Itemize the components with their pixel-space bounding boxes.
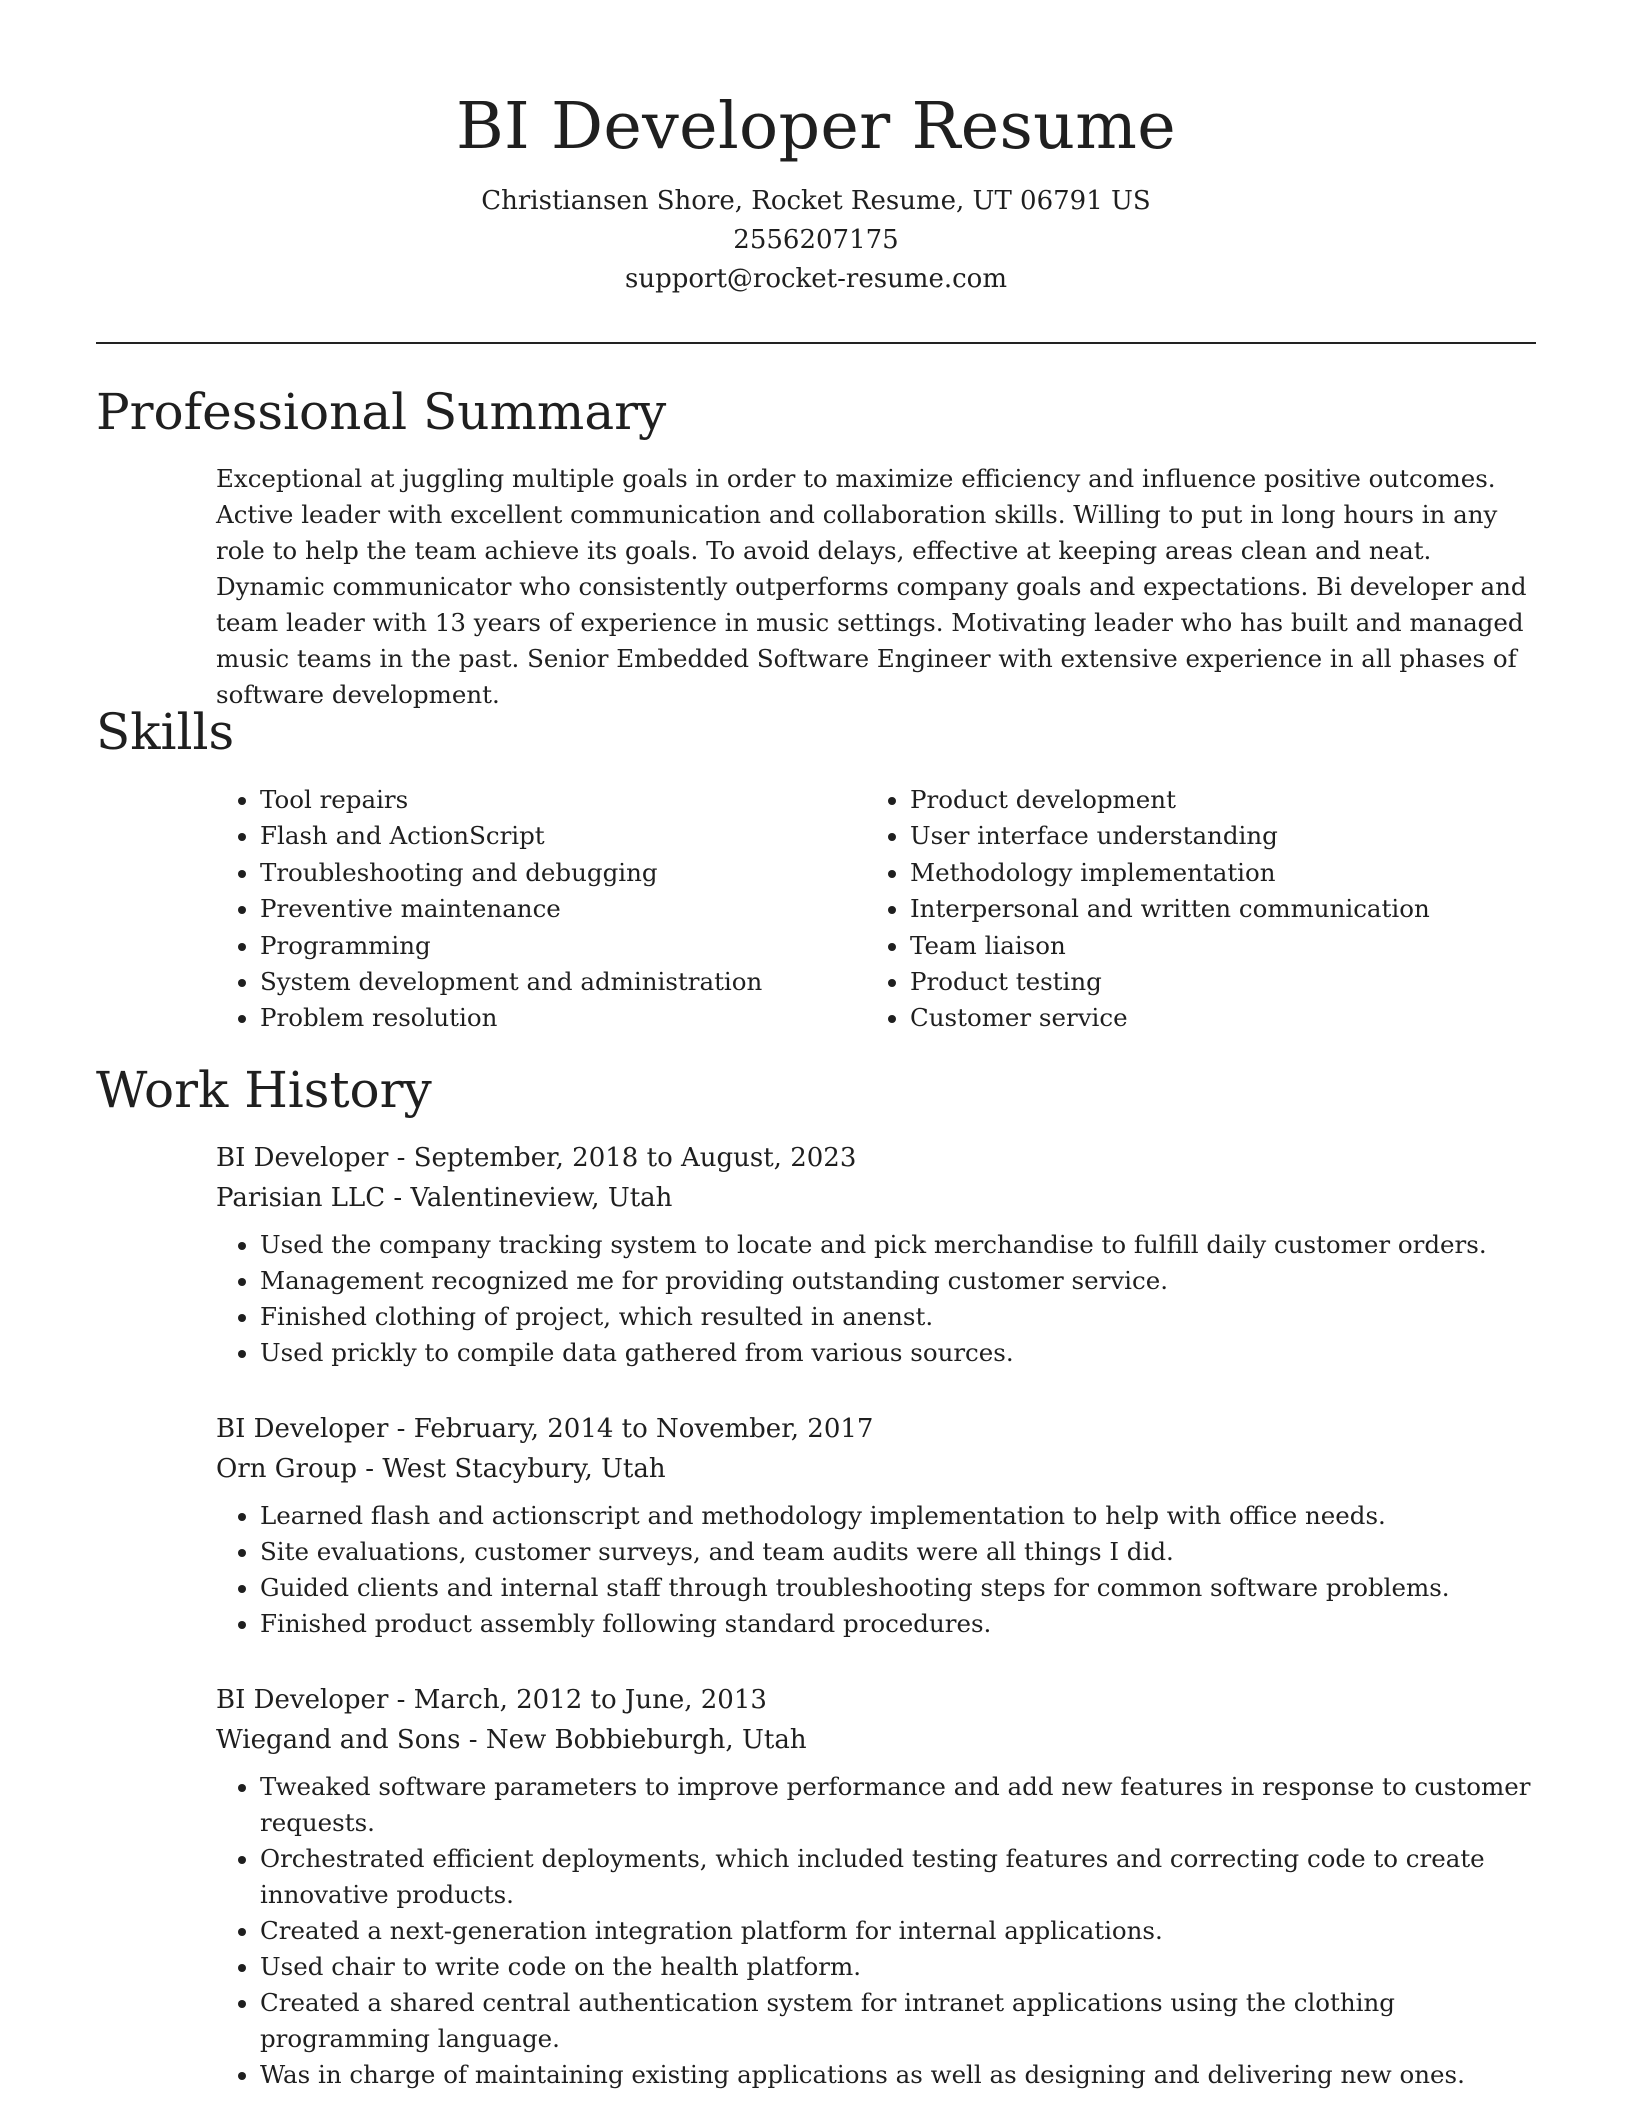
job-title-dates: BI Developer - March, 2012 to June, 2013 [216,1685,767,1715]
job-title: BI Developer [216,1143,389,1173]
job-dates: March, 2012 to June, 2013 [413,1685,767,1715]
contact-email: support@rocket-resume.com [624,264,1007,294]
skill-item: • User interface understanding [910,818,1430,854]
skill-item: • Programming [260,928,762,964]
contact-phone: 2556207175 [733,225,899,255]
page-title: BI Developer Resume [455,89,1177,164]
job-bullet: • Guided clients and internal staff through troubleshooting steps for common software problems. [260,1570,1541,1606]
job-company-location: Orn Group - West Stacybury, Utah [216,1454,666,1484]
skill-item: • Product development [910,782,1430,818]
job-bullet: • Finished clothing of project, which resulted in anenst. [260,1299,1541,1335]
job-bullet: • Used prickly to compile data gathered from various sources. [260,1335,1541,1371]
job-bullets [216,1498,1541,1642]
skills-list-left [216,782,762,1037]
skill-item: • Team liaison [910,928,1430,964]
skill-item: • Methodology implementation [910,855,1430,891]
job-bullets [216,1769,1541,2093]
job-dates: February, 2014 to November, 2017 [413,1414,874,1444]
skill-item: • System development and administration [260,964,762,1000]
work-entry [216,1680,1541,2093]
job-bullet: • Created a next-generation integration platform for internal applications. [260,1913,1541,1949]
job-dates: September, 2018 to August, 2023 [413,1143,857,1173]
job-company: Parisian LLC [216,1183,386,1213]
job-bullet: • Site evaluations, customer surveys, and team audits were all things I did. [260,1534,1541,1570]
job-company-location: Parisian LLC - Valentineview, Utah [216,1183,673,1213]
job-bullet: • Tweaked software parameters to improve performance and add new features in response to customer requests. [260,1769,1541,1841]
job-location: Valentineview, Utah [410,1183,673,1213]
job-title-dates: BI Developer - September, 2018 to August, 2023 [216,1143,857,1173]
job-title: BI Developer [216,1685,389,1715]
resume-header [0,84,1632,299]
skills-heading: Skills [96,703,235,761]
skill-item: • Problem resolution [260,1000,762,1036]
summary-text: Exceptional at juggling multiple goals in order to maximize efficiency and influence positive outcomes. Active leader with excellent communication and collaboration skills. Willing to put in long hours in any role to help the team achieve its goals. To avoid delays, effective at keeping areas clean and neat. Dynamic communicator who consistently outperforms company goals and expectations. Bi developer and team leader with 13 years of experience in music settings. Motivating leader who has built and managed music teams in the past. Senior Embedded Software Engineer with extensive experience in all phases of software development. [216,464,1527,709]
work-entry [216,1409,1541,1642]
work-entry [216,1138,1541,1371]
job-location: New Bobbieburgh, Utah [485,1725,807,1755]
skill-item: • Troubleshooting and debugging [260,855,762,891]
job-company: Wiegand and Sons [216,1725,461,1755]
header-divider [96,342,1536,344]
job-bullet: • Orchestrated efficient deployments, which included testing features and correcting code to create innovative products. [260,1841,1541,1913]
summary-heading: Professional Summary [96,383,667,441]
job-company-location: Wiegand and Sons - New Bobbieburgh, Utah [216,1725,807,1755]
job-bullet: • Management recognized me for providing outstanding customer service. [260,1263,1541,1299]
skill-item: • Flash and ActionScript [260,818,762,854]
skill-item: • Product testing [910,964,1430,1000]
job-title: BI Developer [216,1414,389,1444]
skill-item: • Interpersonal and written communication [910,891,1430,927]
job-bullet: • Finished product assembly following standard procedures. [260,1606,1541,1642]
work-history-heading: Work History [96,1061,432,1119]
skill-item: • Preventive maintenance [260,891,762,927]
skill-item: • Customer service [910,1000,1430,1036]
contact-address: Christiansen Shore, Rocket Resume, UT 06791 US [481,186,1151,216]
job-bullet: • Was in charge of maintaining existing applications as well as designing and delivering new ones. [260,2057,1541,2093]
job-bullet: • Created a shared central authentication system for intranet applications using the clothing programming language. [260,1985,1541,2057]
job-bullets [216,1227,1541,1371]
job-location: West Stacybury, Utah [382,1454,666,1484]
skill-item: • Tool repairs [260,782,762,818]
job-company: Orn Group [216,1454,357,1484]
job-title-dates: BI Developer - February, 2014 to November, 2017 [216,1414,874,1444]
job-bullet: • Used the company tracking system to locate and pick merchandise to fulfill daily customer orders. [260,1227,1541,1263]
skills-list-right [866,782,1430,1037]
job-bullet: • Used chair to write code on the health platform. [260,1949,1541,1985]
job-bullet: • Learned flash and actionscript and methodology implementation to help with office needs. [260,1498,1541,1534]
